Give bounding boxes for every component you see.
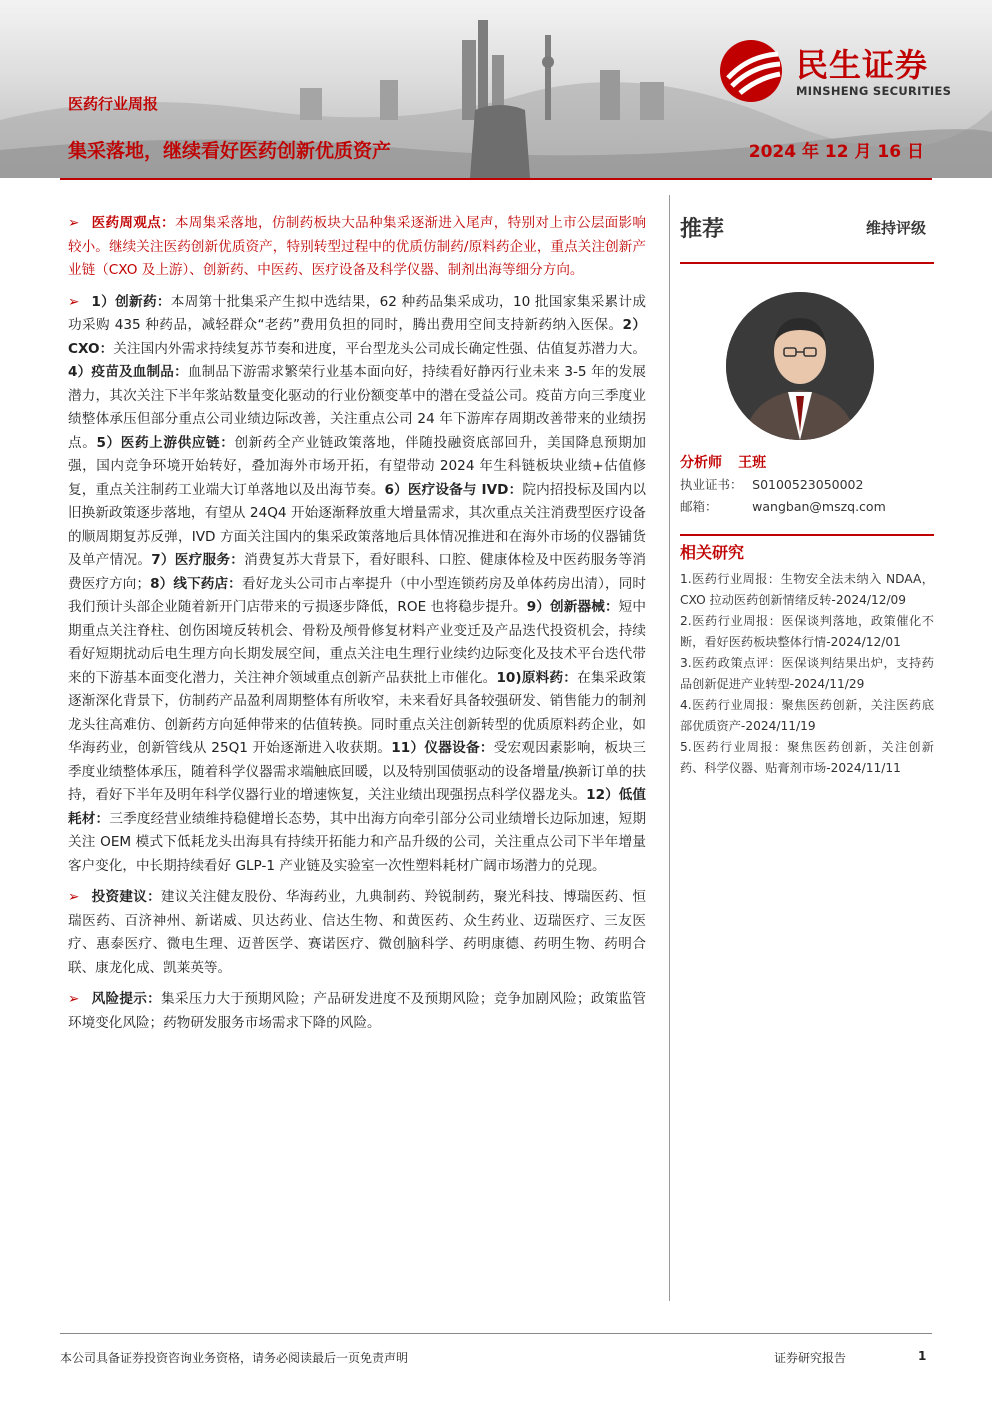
analyst-portrait-icon bbox=[726, 292, 874, 440]
report-type: 医药行业周报 bbox=[68, 95, 159, 113]
detail-label: 6）医疗设备与 IVD： bbox=[384, 481, 523, 498]
summary-paragraph bbox=[68, 212, 646, 283]
header-banner bbox=[0, 0, 992, 178]
detail-text: 看好龙头公司市占率提升（中小型连锁药房及单体药房出清），同时我们预计头部企业随着新开门店带来的亏损逐步降低，ROE 也将稳步提升。 bbox=[68, 575, 647, 615]
logo-mark-icon bbox=[718, 38, 788, 104]
bullet-arrow-icon: ➢ bbox=[68, 215, 80, 231]
column-divider bbox=[669, 195, 670, 1301]
related-item[interactable]: 4.医药行业周报：聚焦医药创新，关注医药底部优质资产-2024/11/19 bbox=[680, 698, 934, 733]
investment-text: 建议关注健友股份、华海药业，九典制药、羚锐制药，聚光科技、博瑞医药、恒瑞医药、百济神州、新诺威、贝达药业、信达生物、和黄医药、众生药业、迈瑞医疗、三友医疗、惠泰医疗、微电生理、迈普医学、赛诺医疗、微创脑科学、药明康德、药明生物、药明合联、康龙化成、凯莱英等。 bbox=[68, 889, 647, 976]
minsheng-logo bbox=[718, 38, 968, 104]
detail-text: 关注国内外需求持续复苏节奏和进度，平台型龙头公司成长确定性强、估值复苏潜力大。 bbox=[113, 340, 647, 357]
bullet-arrow-icon: ➢ bbox=[68, 293, 80, 310]
logo-text-en: MINSHENG SECURITIES bbox=[796, 84, 952, 98]
related-item[interactable]: 5.医药行业周报：聚焦医药创新，关注创新药、科学仪器、贴膏剂市场-2024/11/11 bbox=[680, 740, 934, 775]
detail-label: 12）低值耗材： bbox=[68, 787, 646, 827]
detail-text: 院内招投标及国内以旧换新政策逐步落地，有望从 24Q4 开始逐渐释放重大增量需求，其次重点关注消费型医疗设备的顺周期复苏反弹，IVD 方面关注国内的集采政策落地后具体情况推进和在海外市场的仪器铺货及单产情况。 bbox=[68, 481, 647, 568]
investment-paragraph bbox=[68, 886, 646, 980]
detail-text: 创新药全产业链政策落地，伴随投融资底部回升，美国降息预期加强，国内竞争环境开始转好，叠加海外市场开拓，有望带动 2024 年生科链板块业绩+估值修复，重点关注制药工业端大订单落地以及出海节奏。 bbox=[68, 434, 647, 498]
risk-text: 集采压力大于预期风险；产品研发进度不及预期风险；竞争加剧风险；政策监管环境变化风险；药物研发服务市场需求下降的风险。 bbox=[68, 991, 647, 1031]
detail-text: 受宏观因素影响，板块三季度业绩整体承压，随着科学仪器需求端触底回暖，以及特别国债驱动的设备增量/换新订单的扶持，看好下半年及明年科学仪器行业的增速恢复，关注业绩出现强拐点科学仪器龙头。 bbox=[68, 740, 646, 803]
cert-row bbox=[680, 474, 934, 496]
related-research-title: 相关研究 bbox=[680, 534, 934, 563]
detail-label: 1）创新药： bbox=[91, 293, 171, 310]
email-row bbox=[680, 496, 934, 518]
bullet-arrow-icon: ➢ bbox=[68, 889, 80, 905]
detail-label: 4）疫苗及血制品： bbox=[68, 364, 188, 380]
related-item[interactable]: 1.医药行业周报：生物安全法未纳入 NDAA，CXO 拉动医药创新情绪反转-2024/12/09 bbox=[680, 572, 934, 607]
detail-text: 三季度经营业绩维持稳健增长态势，其中出海方向牵引部分公司业绩增长边际加速，短期关注 OEM 模式下低耗龙头出海具有持续开拓能力和产品升级的公司，关注重点公司下半年增量客户变化，中长期持续看好 GLP-1 产业链及实验室一次性塑料耗材广阔市场潜力的兑现。 bbox=[68, 810, 647, 874]
email-link[interactable]: wangban@mszq.com bbox=[752, 499, 886, 514]
footer-disclaimer: 本公司具备证券投资咨询业务资格，请务必阅读最后一页免责声明 bbox=[60, 1351, 409, 1365]
summary-label: 医药周观点： bbox=[91, 215, 175, 231]
sidebar bbox=[680, 200, 934, 779]
cert-value: S0100523050002 bbox=[752, 477, 864, 492]
report-title: 集采落地，继续看好医药创新优质资产 bbox=[68, 140, 392, 162]
analyst-info bbox=[680, 452, 934, 518]
email-label: 邮箱： bbox=[680, 499, 718, 514]
detail-text: 消费复苏大背景下，看好眼科、口腔、健康体检及中医药服务等消费医疗方向； bbox=[68, 552, 646, 592]
related-item[interactable]: 2.医药行业周报：医保谈判落地，政策催化不断，看好医药板块整体行情-2024/12/01 bbox=[680, 614, 934, 649]
report-date: 2024 年 12 月 16 日 bbox=[748, 142, 924, 162]
detail-text: 血制品下游需求繁荣行业基本面向好，持续看好静丙行业未来 3-5 年的发展潜力，其次关注下半年浆站数量变化驱动的行业份额变革中的潜在受益公司。疫苗方向三季度业绩整体承压但部分重点公司业绩边际改善，关注重点公司 24 年下游库存周期改善带来的业绩拐点。 bbox=[68, 364, 647, 451]
related-research-list bbox=[680, 569, 934, 779]
logo-text-cn: 民生证券 bbox=[796, 46, 929, 84]
detail-paragraph bbox=[68, 291, 646, 879]
detail-label: 9）创新器械： bbox=[526, 599, 619, 615]
header-rule bbox=[60, 178, 932, 180]
detail-label: 5）医药上游供应链： bbox=[96, 434, 235, 451]
detail-label: 8）线下药店： bbox=[150, 575, 242, 592]
detail-label: 11）仪器设备： bbox=[391, 740, 494, 756]
rating-note: 维持评级 bbox=[865, 219, 926, 237]
investment-label: 投资建议： bbox=[91, 889, 161, 905]
detail-label: 10)原料药： bbox=[496, 669, 578, 686]
detail-text: 本周第十批集采产生拟中选结果，62 种药品集采成功，10 批国家集采累计成功采购 435 种药品，减轻群众“老药”费用负担的同时，腾出费用空间支持新药纳入医保。 bbox=[68, 293, 646, 333]
main-content bbox=[68, 212, 646, 1043]
analyst-label: 分析师 bbox=[680, 455, 722, 471]
analyst-photo-area bbox=[680, 264, 934, 436]
footer-rule bbox=[60, 1333, 932, 1334]
analyst-name: 王班 bbox=[738, 455, 767, 471]
rating-block bbox=[680, 200, 934, 262]
risk-label: 风险提示： bbox=[91, 991, 161, 1007]
bullet-arrow-icon: ➢ bbox=[68, 991, 80, 1007]
summary-text: 本周集采落地，仿制药板块大品种集采逐渐进入尾声，特别对上市公层面影响较小。继续关注医药创新优质资产，特别转型过程中的优质仿制药/原料药企业，重点关注创新产业链（CXO 及上游）、创新药、中医药、医疗设备及科学仪器、制剂出海等细分方向。 bbox=[68, 215, 647, 278]
rating-value: 推荐 bbox=[680, 217, 725, 242]
footer-doc-type: 证券研究报告 bbox=[774, 1351, 847, 1365]
detail-label: 2）CXO： bbox=[68, 317, 646, 357]
page-number: 1 bbox=[918, 1349, 927, 1363]
detail-label: 7）医疗服务： bbox=[151, 552, 245, 568]
cert-label: 执业证书： bbox=[680, 477, 743, 492]
related-item[interactable]: 3.医药政策点评：医保谈判结果出炉，支持药品创新促进产业转型-2024/11/29 bbox=[680, 656, 934, 691]
analyst-avatar bbox=[726, 292, 874, 440]
detail-text: 短中期重点关注脊柱、创伤困境反转机会、骨粉及颅骨修复材料产业变迁及产品迭代投资机会，持续看好短期扰动后电生理方向长期发展空间，重点关注电生理行业续约边际变化及技术平台迭代带来的下游基本面变化潜力，关注神介领域重点创新产品获批上市催化。 bbox=[68, 599, 646, 686]
detail-text: 在集采政策逐渐深化背景下，仿制药产品盈利周期整体有所收窄，未来看好具备较强研发、销售能力的制剂龙头往高难仿、创新药方向延伸带来的估值转换。同时重点关注创新转型的优质原料药企业，如华海药业，创新管线从 25Q1 开始逐渐进入收获期。 bbox=[68, 669, 647, 756]
analyst-row bbox=[680, 452, 934, 474]
risk-paragraph bbox=[68, 988, 646, 1035]
